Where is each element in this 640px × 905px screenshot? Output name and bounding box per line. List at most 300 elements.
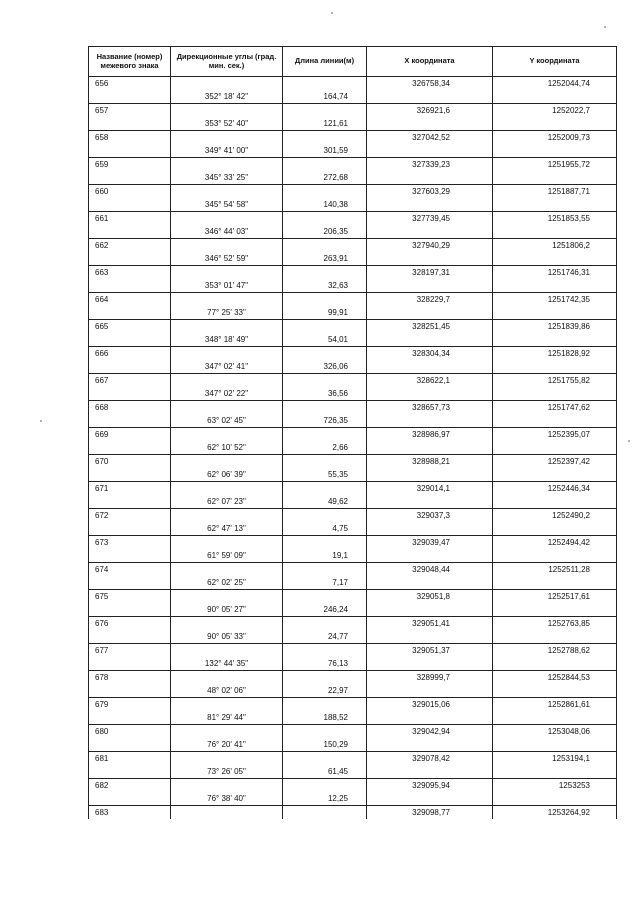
empty-cell bbox=[493, 441, 617, 455]
line-length-cell: 2,66 bbox=[283, 441, 367, 455]
y-coordinate-cell: 1251746,31 bbox=[493, 266, 617, 280]
table-row bbox=[89, 333, 617, 347]
mark-name-cell: 664 bbox=[89, 293, 171, 307]
empty-cell bbox=[493, 468, 617, 482]
empty-cell bbox=[367, 117, 493, 131]
table-row bbox=[89, 131, 617, 145]
y-coordinate-cell: 1251839,86 bbox=[493, 320, 617, 334]
line-length-cell: 24,77 bbox=[283, 630, 367, 644]
empty-cell bbox=[171, 617, 283, 631]
mark-name-cell: 667 bbox=[89, 374, 171, 388]
y-coordinate-cell: 1251755,82 bbox=[493, 374, 617, 388]
y-coordinate-cell: 1253253 bbox=[493, 779, 617, 793]
empty-cell bbox=[493, 306, 617, 320]
header-mark-name: Название (номер) межевого знака bbox=[89, 47, 171, 77]
mark-name-cell: 663 bbox=[89, 266, 171, 280]
y-coordinate-cell: 1252763,85 bbox=[493, 617, 617, 631]
table-row bbox=[89, 387, 617, 401]
line-length-cell: 36,56 bbox=[283, 387, 367, 401]
empty-cell bbox=[283, 806, 367, 820]
empty-cell bbox=[283, 104, 367, 118]
directional-angle-cell: 77° 25' 33" bbox=[171, 306, 283, 320]
line-length-cell: 272,68 bbox=[283, 171, 367, 185]
empty-cell bbox=[283, 158, 367, 172]
empty-cell bbox=[367, 792, 493, 806]
empty-cell bbox=[367, 360, 493, 374]
table-row bbox=[89, 104, 617, 118]
directional-angle-cell: 353° 01' 47" bbox=[171, 279, 283, 293]
empty-cell bbox=[89, 630, 171, 644]
empty-cell bbox=[89, 333, 171, 347]
table-row bbox=[89, 657, 617, 671]
table-row bbox=[89, 239, 617, 253]
table-row bbox=[89, 684, 617, 698]
table-row bbox=[89, 698, 617, 712]
mark-name-cell: 683 bbox=[89, 806, 171, 820]
empty-cell bbox=[283, 590, 367, 604]
line-length-cell: 76,13 bbox=[283, 657, 367, 671]
y-coordinate-cell: 1252490,2 bbox=[493, 509, 617, 523]
mark-name-cell: 660 bbox=[89, 185, 171, 199]
table-row bbox=[89, 549, 617, 563]
directional-angle-cell: 345° 54' 58" bbox=[171, 198, 283, 212]
empty-cell bbox=[493, 576, 617, 590]
empty-cell bbox=[89, 225, 171, 239]
empty-cell bbox=[171, 293, 283, 307]
directional-angle-cell: 345° 33' 25" bbox=[171, 171, 283, 185]
empty-cell bbox=[89, 387, 171, 401]
empty-cell bbox=[89, 90, 171, 104]
empty-cell bbox=[283, 266, 367, 280]
table-row bbox=[89, 212, 617, 226]
scan-speck bbox=[331, 12, 333, 14]
line-length-cell: 61,45 bbox=[283, 765, 367, 779]
empty-cell bbox=[283, 455, 367, 469]
empty-cell bbox=[367, 333, 493, 347]
empty-cell bbox=[89, 792, 171, 806]
empty-cell bbox=[283, 131, 367, 145]
empty-cell bbox=[493, 279, 617, 293]
empty-cell bbox=[283, 212, 367, 226]
mark-name-cell: 674 bbox=[89, 563, 171, 577]
empty-cell bbox=[283, 239, 367, 253]
line-length-cell: 4,75 bbox=[283, 522, 367, 536]
empty-cell bbox=[283, 293, 367, 307]
empty-cell bbox=[283, 509, 367, 523]
x-coordinate-cell: 328622,1 bbox=[367, 374, 493, 388]
directional-angle-cell: 62° 10' 52" bbox=[171, 441, 283, 455]
table-row bbox=[89, 779, 617, 793]
x-coordinate-cell: 329051,8 bbox=[367, 590, 493, 604]
empty-cell bbox=[493, 414, 617, 428]
table-row bbox=[89, 738, 617, 752]
empty-cell bbox=[89, 198, 171, 212]
mark-name-cell: 666 bbox=[89, 347, 171, 361]
empty-cell bbox=[493, 711, 617, 725]
empty-cell bbox=[493, 495, 617, 509]
mark-name-cell: 682 bbox=[89, 779, 171, 793]
table-row bbox=[89, 509, 617, 523]
line-length-cell: 140,38 bbox=[283, 198, 367, 212]
empty-cell bbox=[367, 441, 493, 455]
table-row bbox=[89, 536, 617, 550]
empty-cell bbox=[493, 387, 617, 401]
empty-cell bbox=[89, 684, 171, 698]
empty-cell bbox=[89, 657, 171, 671]
y-coordinate-cell: 1251955,72 bbox=[493, 158, 617, 172]
mark-name-cell: 673 bbox=[89, 536, 171, 550]
x-coordinate-cell: 329039,47 bbox=[367, 536, 493, 550]
empty-cell bbox=[89, 495, 171, 509]
empty-cell bbox=[283, 401, 367, 415]
empty-cell bbox=[171, 266, 283, 280]
empty-cell bbox=[493, 765, 617, 779]
y-coordinate-cell: 1252022,7 bbox=[493, 104, 617, 118]
empty-cell bbox=[367, 495, 493, 509]
table-row bbox=[89, 293, 617, 307]
empty-cell bbox=[89, 144, 171, 158]
scan-speck bbox=[40, 420, 42, 422]
empty-cell bbox=[283, 536, 367, 550]
empty-cell bbox=[283, 374, 367, 388]
line-length-cell: 164,74 bbox=[283, 90, 367, 104]
line-length-cell: 49,62 bbox=[283, 495, 367, 509]
x-coordinate-cell: 329042,94 bbox=[367, 725, 493, 739]
empty-cell bbox=[493, 198, 617, 212]
table-row bbox=[89, 806, 617, 820]
x-coordinate-cell: 328251,45 bbox=[367, 320, 493, 334]
mark-name-cell: 665 bbox=[89, 320, 171, 334]
table-row bbox=[89, 522, 617, 536]
mark-name-cell: 659 bbox=[89, 158, 171, 172]
directional-angle-cell: 90° 05' 33" bbox=[171, 630, 283, 644]
mark-name-cell: 676 bbox=[89, 617, 171, 631]
mark-name-cell: 680 bbox=[89, 725, 171, 739]
empty-cell bbox=[171, 185, 283, 199]
empty-cell bbox=[367, 387, 493, 401]
line-length-cell: 121,61 bbox=[283, 117, 367, 131]
empty-cell bbox=[89, 360, 171, 374]
line-length-cell: 19,1 bbox=[283, 549, 367, 563]
y-coordinate-cell: 1251853,55 bbox=[493, 212, 617, 226]
y-coordinate-cell: 1253264,92 bbox=[493, 806, 617, 820]
table-row bbox=[89, 563, 617, 577]
empty-cell bbox=[89, 522, 171, 536]
empty-cell bbox=[171, 725, 283, 739]
directional-angle-cell: 61° 59' 09" bbox=[171, 549, 283, 563]
line-length-cell: 246,24 bbox=[283, 603, 367, 617]
x-coordinate-cell: 329078,42 bbox=[367, 752, 493, 766]
scan-speck bbox=[628, 440, 630, 442]
header-row bbox=[89, 47, 617, 77]
empty-cell bbox=[283, 482, 367, 496]
empty-cell bbox=[367, 90, 493, 104]
line-length-cell: 55,35 bbox=[283, 468, 367, 482]
line-length-cell: 7,17 bbox=[283, 576, 367, 590]
boundary-coordinates-table bbox=[88, 46, 617, 819]
table-row bbox=[89, 428, 617, 442]
empty-cell bbox=[171, 806, 283, 820]
table-row bbox=[89, 725, 617, 739]
line-length-cell: 54,01 bbox=[283, 333, 367, 347]
empty-cell bbox=[493, 171, 617, 185]
y-coordinate-cell: 1252044,74 bbox=[493, 77, 617, 91]
mark-name-cell: 657 bbox=[89, 104, 171, 118]
empty-cell bbox=[493, 522, 617, 536]
empty-cell bbox=[89, 279, 171, 293]
line-length-cell: 22,97 bbox=[283, 684, 367, 698]
line-length-cell: 301,59 bbox=[283, 144, 367, 158]
empty-cell bbox=[283, 752, 367, 766]
mark-name-cell: 675 bbox=[89, 590, 171, 604]
empty-cell bbox=[283, 725, 367, 739]
empty-cell bbox=[367, 657, 493, 671]
empty-cell bbox=[493, 360, 617, 374]
line-length-cell: 150,29 bbox=[283, 738, 367, 752]
y-coordinate-cell: 1251806,2 bbox=[493, 239, 617, 253]
empty-cell bbox=[367, 684, 493, 698]
empty-cell bbox=[283, 698, 367, 712]
empty-cell bbox=[367, 468, 493, 482]
empty-cell bbox=[493, 657, 617, 671]
empty-cell bbox=[283, 617, 367, 631]
table-row bbox=[89, 158, 617, 172]
table-row bbox=[89, 630, 617, 644]
directional-angle-cell: 62° 06' 39" bbox=[171, 468, 283, 482]
table-row bbox=[89, 590, 617, 604]
table-row bbox=[89, 441, 617, 455]
table-row bbox=[89, 576, 617, 590]
line-length-cell: 12,25 bbox=[283, 792, 367, 806]
y-coordinate-cell: 1252788,62 bbox=[493, 644, 617, 658]
x-coordinate-cell: 329048,44 bbox=[367, 563, 493, 577]
empty-cell bbox=[367, 630, 493, 644]
empty-cell bbox=[493, 738, 617, 752]
line-length-cell: 726,35 bbox=[283, 414, 367, 428]
empty-cell bbox=[367, 522, 493, 536]
empty-cell bbox=[367, 198, 493, 212]
directional-angle-cell: 353° 52' 40" bbox=[171, 117, 283, 131]
directional-angle-cell: 347° 02' 22" bbox=[171, 387, 283, 401]
y-coordinate-cell: 1253194,1 bbox=[493, 752, 617, 766]
x-coordinate-cell: 328229,7 bbox=[367, 293, 493, 307]
directional-angle-cell: 76° 38' 40" bbox=[171, 792, 283, 806]
directional-angle-cell: 73° 26' 05" bbox=[171, 765, 283, 779]
mark-name-cell: 679 bbox=[89, 698, 171, 712]
y-coordinate-cell: 1253048,06 bbox=[493, 725, 617, 739]
empty-cell bbox=[367, 576, 493, 590]
empty-cell bbox=[367, 603, 493, 617]
y-coordinate-cell: 1252844,53 bbox=[493, 671, 617, 685]
table-row bbox=[89, 603, 617, 617]
directional-angle-cell: 352° 18' 42" bbox=[171, 90, 283, 104]
boundary-marks-table-sheet bbox=[88, 46, 616, 819]
empty-cell bbox=[89, 117, 171, 131]
empty-cell bbox=[171, 212, 283, 226]
empty-cell bbox=[493, 603, 617, 617]
x-coordinate-cell: 326921,6 bbox=[367, 104, 493, 118]
header-y-coordinate: Y координата bbox=[493, 47, 617, 77]
x-coordinate-cell: 327940,29 bbox=[367, 239, 493, 253]
line-length-cell: 99,91 bbox=[283, 306, 367, 320]
empty-cell bbox=[89, 306, 171, 320]
header-line-length: Длина линии(м) bbox=[283, 47, 367, 77]
y-coordinate-cell: 1251828,92 bbox=[493, 347, 617, 361]
x-coordinate-cell: 329051,41 bbox=[367, 617, 493, 631]
x-coordinate-cell: 329037,3 bbox=[367, 509, 493, 523]
empty-cell bbox=[89, 171, 171, 185]
empty-cell bbox=[171, 158, 283, 172]
empty-cell bbox=[493, 90, 617, 104]
directional-angle-cell: 348° 18' 49" bbox=[171, 333, 283, 347]
empty-cell bbox=[171, 131, 283, 145]
table-row bbox=[89, 306, 617, 320]
x-coordinate-cell: 328304,34 bbox=[367, 347, 493, 361]
table-row bbox=[89, 644, 617, 658]
empty-cell bbox=[171, 644, 283, 658]
empty-cell bbox=[171, 239, 283, 253]
table-row bbox=[89, 225, 617, 239]
empty-cell bbox=[493, 225, 617, 239]
mark-name-cell: 661 bbox=[89, 212, 171, 226]
table-row bbox=[89, 671, 617, 685]
empty-cell bbox=[493, 252, 617, 266]
empty-cell bbox=[283, 185, 367, 199]
empty-cell bbox=[283, 563, 367, 577]
empty-cell bbox=[171, 590, 283, 604]
directional-angle-cell: 347° 02' 41" bbox=[171, 360, 283, 374]
empty-cell bbox=[367, 279, 493, 293]
empty-cell bbox=[171, 482, 283, 496]
directional-angle-cell: 62° 47' 13" bbox=[171, 522, 283, 536]
table-row bbox=[89, 279, 617, 293]
y-coordinate-cell: 1252397,42 bbox=[493, 455, 617, 469]
table-row bbox=[89, 320, 617, 334]
mark-name-cell: 672 bbox=[89, 509, 171, 523]
empty-cell bbox=[367, 144, 493, 158]
empty-cell bbox=[367, 171, 493, 185]
y-coordinate-cell: 1251742,35 bbox=[493, 293, 617, 307]
empty-cell bbox=[367, 225, 493, 239]
empty-cell bbox=[171, 455, 283, 469]
x-coordinate-cell: 327339,23 bbox=[367, 158, 493, 172]
empty-cell bbox=[367, 252, 493, 266]
line-length-cell: 206,35 bbox=[283, 225, 367, 239]
empty-cell bbox=[493, 144, 617, 158]
empty-cell bbox=[493, 630, 617, 644]
table-row bbox=[89, 401, 617, 415]
y-coordinate-cell: 1252009,73 bbox=[493, 131, 617, 145]
table-row bbox=[89, 752, 617, 766]
empty-cell bbox=[89, 576, 171, 590]
line-length-cell: 326,06 bbox=[283, 360, 367, 374]
directional-angle-cell: 346° 52' 59" bbox=[171, 252, 283, 266]
table-row bbox=[89, 495, 617, 509]
x-coordinate-cell: 329014,1 bbox=[367, 482, 493, 496]
table-row bbox=[89, 374, 617, 388]
y-coordinate-cell: 1252395,07 bbox=[493, 428, 617, 442]
empty-cell bbox=[171, 752, 283, 766]
empty-cell bbox=[367, 738, 493, 752]
empty-cell bbox=[89, 603, 171, 617]
x-coordinate-cell: 327603,29 bbox=[367, 185, 493, 199]
empty-cell bbox=[283, 779, 367, 793]
table-body bbox=[89, 77, 617, 820]
mark-name-cell: 656 bbox=[89, 77, 171, 91]
y-coordinate-cell: 1252511,28 bbox=[493, 563, 617, 577]
table-row bbox=[89, 414, 617, 428]
empty-cell bbox=[171, 563, 283, 577]
table-row bbox=[89, 198, 617, 212]
empty-cell bbox=[171, 779, 283, 793]
x-coordinate-cell: 329095,94 bbox=[367, 779, 493, 793]
empty-cell bbox=[171, 428, 283, 442]
table-row bbox=[89, 185, 617, 199]
empty-cell bbox=[367, 414, 493, 428]
table-row bbox=[89, 252, 617, 266]
y-coordinate-cell: 1252861,61 bbox=[493, 698, 617, 712]
directional-angle-cell: 90° 05' 27" bbox=[171, 603, 283, 617]
empty-cell bbox=[171, 536, 283, 550]
mark-name-cell: 678 bbox=[89, 671, 171, 685]
mark-name-cell: 671 bbox=[89, 482, 171, 496]
empty-cell bbox=[283, 428, 367, 442]
table-row bbox=[89, 455, 617, 469]
table-row bbox=[89, 171, 617, 185]
x-coordinate-cell: 326758,34 bbox=[367, 77, 493, 91]
directional-angle-cell: 81° 29' 44" bbox=[171, 711, 283, 725]
empty-cell bbox=[493, 549, 617, 563]
empty-cell bbox=[171, 77, 283, 91]
empty-cell bbox=[283, 320, 367, 334]
empty-cell bbox=[171, 347, 283, 361]
x-coordinate-cell: 327739,45 bbox=[367, 212, 493, 226]
empty-cell bbox=[367, 711, 493, 725]
header-directional-angle: Дирекционные углы (град. мин. сек.) bbox=[171, 47, 283, 77]
empty-cell bbox=[89, 441, 171, 455]
directional-angle-cell: 48° 02' 06" bbox=[171, 684, 283, 698]
scan-speck bbox=[604, 26, 606, 28]
x-coordinate-cell: 328999,7 bbox=[367, 671, 493, 685]
empty-cell bbox=[171, 509, 283, 523]
directional-angle-cell: 63° 02' 45" bbox=[171, 414, 283, 428]
table-row bbox=[89, 77, 617, 91]
y-coordinate-cell: 1252446,34 bbox=[493, 482, 617, 496]
mark-name-cell: 669 bbox=[89, 428, 171, 442]
header-x-coordinate: X координата bbox=[367, 47, 493, 77]
table-row bbox=[89, 482, 617, 496]
table-row bbox=[89, 360, 617, 374]
empty-cell bbox=[283, 644, 367, 658]
x-coordinate-cell: 328986,97 bbox=[367, 428, 493, 442]
empty-cell bbox=[493, 333, 617, 347]
empty-cell bbox=[171, 671, 283, 685]
empty-cell bbox=[283, 77, 367, 91]
mark-name-cell: 662 bbox=[89, 239, 171, 253]
empty-cell bbox=[89, 711, 171, 725]
empty-cell bbox=[493, 117, 617, 131]
empty-cell bbox=[89, 738, 171, 752]
x-coordinate-cell: 328197,31 bbox=[367, 266, 493, 280]
empty-cell bbox=[367, 549, 493, 563]
directional-angle-cell: 346° 44' 03" bbox=[171, 225, 283, 239]
mark-name-cell: 668 bbox=[89, 401, 171, 415]
directional-angle-cell: 62° 07' 23" bbox=[171, 495, 283, 509]
empty-cell bbox=[171, 374, 283, 388]
empty-cell bbox=[171, 104, 283, 118]
y-coordinate-cell: 1252517,61 bbox=[493, 590, 617, 604]
table-row bbox=[89, 90, 617, 104]
